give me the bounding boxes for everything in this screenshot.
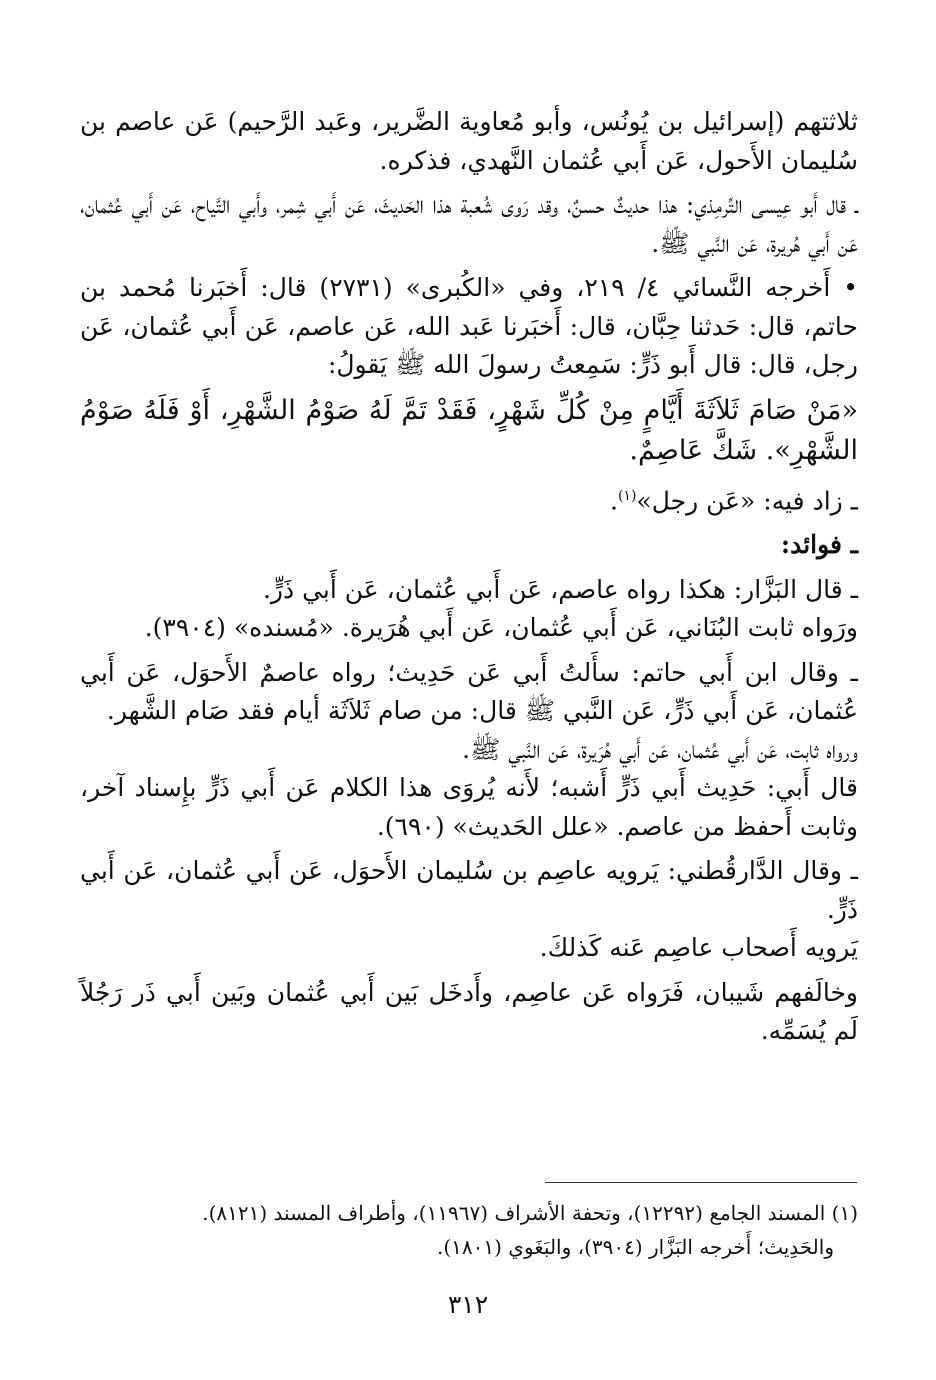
addition-period: .	[609, 485, 618, 515]
footnote-1: (١) المسند الجامع (١٢٢٩٢)، وتحفة الأشراف (١١٩٦٧)، وأطراف المسند (٨١٢١).	[202, 1201, 858, 1225]
paragraph-abi-said: قال أَبي: حَدِيث أَبي ذَرٍّ أَشبه؛ لأَنه يُروَى هذا الكلام عَن أَبي ذَرٍّ بإِسناد آخر، وثابت أَحفظ من عاصم. «علل الحَديث» (٦٩٠).	[80, 773, 858, 841]
paragraph-chain: ثلاثتهم (إسرائيل بن يُونُس، وأبو مُعاوية الضَّرير، وعَبد الرَّحيم) عَن عاصم بن سُليمان الأَحول، عَن أَبي عُثمان النَّهدي، فذكره.	[80, 107, 858, 175]
benefits-heading: ـ فوائد:	[780, 530, 858, 560]
paragraph-daraqutni: ـ وقال الدَّارقُطني: يَرويه عاصِم بن سُليمان الأَحوَل، عَن أَبي عُثمان، عَن أَبي ذَرٍّ.	[80, 856, 858, 924]
page-number: ٣١٢	[447, 1290, 489, 1319]
paragraph-addition	[80, 477, 858, 521]
paragraph-ibn-abi-hatim: ـ وقال ابن أَبي حاتم: سأَلتُ أَبي عَن حَدِيث؛ رواه عاصمٌ الأَحوَل، عَن أَبي عُثمان، عَن أَبي ذَرٍّ، عَن النَّبي ﷺ قال: من صام ثَلاَثَة أيام فقد صَام الشَّهر.	[80, 657, 858, 726]
hadith-text: «مَنْ صَامَ ثَلاَثَةَ أَيَّامٍ مِنْ كُلِّ شَهْرٍ، فَقَدْ تَمَّ لَهُ صَوْمُ الشَّهْرِ، أَوْ فَلَهُ صَوْمُ الشَّهْرِ». شَكَّ عَاصِمٌ.	[80, 394, 858, 466]
paragraph-nasai: • أَخرجه النَّسائي ٤/ ٢١٩، وفي «الكُبرى» (٢٧٣١) قال: أَخبَرنا مُحمد بن حاتم، قال: حَدثنا حِبَّان، قال: أَخبَرنا عَبد الله، عَن عاصم، عَن أَبي عُثمان، عَن رجل، قال: قال أَبو ذَرٍّ: سَمِعتُ رسولَ الله ﷺ يَقولُ:	[80, 273, 858, 379]
footnotes	[80, 1196, 858, 1264]
footnote-1-continued: والحَدِيث؛ أَخرجه البَزَّار (٣٩٠٤)، والبَغَوي (١٨٠١).	[436, 1235, 834, 1259]
paragraph-companions: يَرويه أَصحاب عاصِم عَنه كَذلكَ.	[539, 933, 858, 963]
paragraph-shayban: وخالَفهم شَيبان، فَرَواه عَن عاصِم، وأَدخَل بَين أَبي عُثمان وبَين أَبي ذَر رَجُلاً لَم يُسَمِّه.	[80, 977, 858, 1046]
paragraph-thabit-2: ورواه ثابت، عَن أَبي عُثمان، عَن أَبي هُرَيرة، عَن النَّبي ﷺ.	[462, 734, 858, 764]
footnote-marker: (١)	[617, 487, 637, 504]
paragraph-thabit: ورَواه ثابت البُنَاني، عَن أَبي عُثمان، عَن أَبي هُرَيرة. «مُسنده» (٣٩٠٤).	[144, 613, 858, 643]
paragraph-tirmidhi: ـ قال أَبو عِيسى التِّرمِذي: هذا حديثٌ حسنٌ، وقد رَوى شُعبة هذا الحَديثَ، عَن أَبي شِمر، وأَبي التَّياح، عَن أَبي عُثمان، عَن أَبي هُريرة، عَن النَّبي ﷺ.	[80, 190, 858, 258]
paragraph-bazzar: ـ قال البَزَّار: هكذا رواه عاصم، عَن أَبي عُثمان، عَن أَبي ذَرٍّ.	[262, 574, 858, 604]
main-text	[80, 103, 858, 1051]
addition-text: ـ زاد فيه: «عَن رجل»	[636, 485, 858, 515]
footnote-separator	[545, 1182, 857, 1183]
